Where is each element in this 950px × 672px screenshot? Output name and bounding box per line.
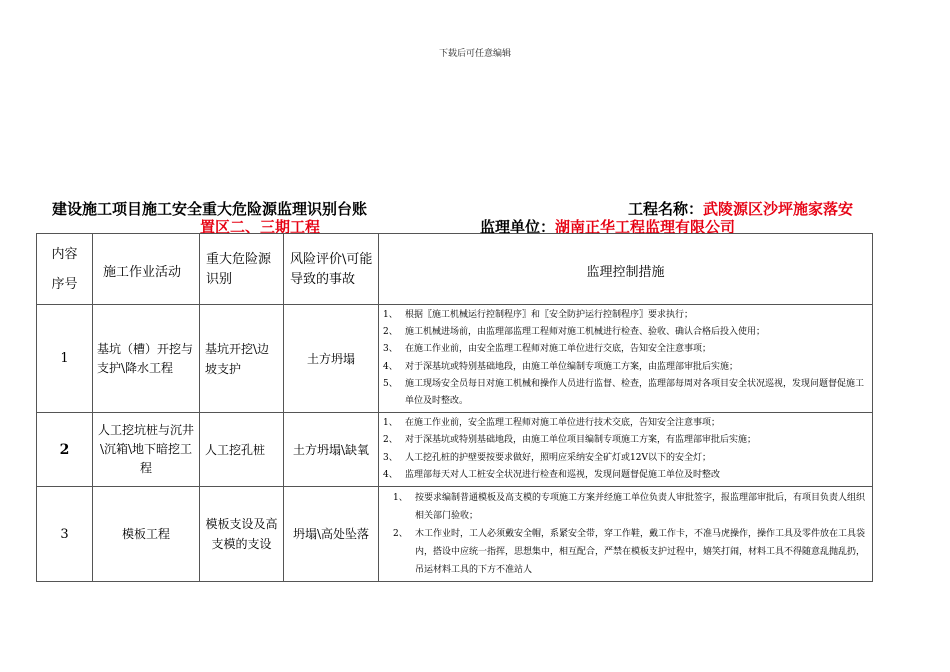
measure-text: 木工作业时，工人必须戴安全帽，系紧安全带，穿工作鞋，戴工作卡，不准马虎操作，操作工具及零件放在工具袋内，搭设中应统一指挥，思想集中，相互配合，严禁在模板支护过程中，嬉笑打闹，材料工具不得随意乱抛乱扔，吊运材料工具的下方不准站人: [415, 529, 866, 576]
measure-item: [383, 341, 868, 358]
hazard-ledger-table: [36, 233, 873, 582]
measure-text: 对于深基坑或特别基础地段，由施工单位编制专项施工方案，由监理部审批后实施；: [405, 361, 739, 372]
table-header-row: [37, 234, 873, 305]
row-number: 1: [37, 305, 93, 413]
measure-item: [383, 376, 868, 410]
measure-number: 2、: [393, 529, 408, 540]
header-measures: 监理控制措施: [379, 234, 873, 305]
measure-number: 5、: [383, 378, 398, 389]
header-activity: 施工作业活动: [93, 234, 200, 305]
header-index-line1: 内容: [51, 247, 78, 262]
measure-item: [383, 432, 868, 449]
table-row: [37, 487, 873, 582]
row-activity: 模板工程: [93, 487, 200, 582]
measure-text: 按要求编制普通模板及高支模的专项施工方案并经施工单位负责人审批签字，报监理部审批后，有项目负责人组织相关部门验收；: [415, 493, 866, 522]
row-number: 3: [37, 487, 93, 582]
project-label: 工程名称：: [628, 200, 704, 218]
header-index: [37, 234, 93, 305]
measures-list: [379, 487, 872, 581]
row-measures: [379, 487, 873, 582]
measure-text: 在施工作业前，安全监理工程师对施工单位进行技术交底，告知安全注意事项；: [405, 418, 721, 429]
measure-text: 根据〖施工机械运行控制程序〗和〖安全防护运行控制程序〗要求执行；: [405, 310, 694, 320]
row-activity: 人工挖坑桩与沉井\沉箱\地下暗挖工程: [93, 413, 200, 487]
measures-list: [379, 413, 872, 486]
measure-text: 施工机械进场前，由监理部监理工程师对施工机械进行检查、验收、确认合格后投入使用；: [405, 327, 766, 338]
measure-number: 3、: [383, 452, 398, 463]
measure-item: [383, 415, 868, 432]
measure-item: [383, 359, 868, 376]
project-value-line2: 置区二、三期工程: [200, 218, 321, 236]
measure-text: 施工现场安全员每日对施工机械和操作人员进行监督、检查，监理部每周对各项目安全状况巡视，发现问题督促施工单位及时整改。: [405, 378, 865, 407]
measure-number: 4、: [383, 361, 398, 372]
row-risk: 土方坍塌\缺氧: [284, 413, 379, 487]
row-risk: 土方坍塌: [284, 305, 379, 413]
measure-item: [393, 525, 866, 579]
header-hazard: 重大危险源识别: [200, 234, 284, 305]
table-row: [37, 413, 873, 487]
measure-number: 2、: [383, 327, 398, 338]
measure-number: 1、: [393, 493, 408, 504]
measure-text: 监理部每天对人工桩安全状况进行检查和巡视，发现问题督促施工单位及时整改: [405, 469, 721, 480]
document-title: 建设施工项目施工安全重大危险源监理识别台账: [52, 200, 368, 218]
measure-item: [393, 489, 866, 525]
measure-item: [383, 324, 868, 341]
row-number: 2: [37, 413, 93, 487]
supervisor-label: 监理单位：: [480, 218, 556, 236]
measure-number: 3、: [383, 344, 398, 355]
row-hazard: 模板支设及高支模的支设: [200, 487, 284, 582]
measure-item: [383, 450, 868, 467]
row-measures: [379, 305, 873, 413]
measure-text: 人工挖孔桩的护壁要按要求做好，照明应采纳安全矿灯或12V以下的安全灯；: [405, 452, 711, 463]
measure-item: [383, 307, 868, 324]
supervisor-value: 湖南正华工程监理有限公司: [555, 218, 736, 236]
measure-number: 1、: [383, 418, 398, 429]
header-index-line2: 序号: [51, 277, 78, 292]
row-risk: 坍塌\高处坠落: [284, 487, 379, 582]
row-hazard: 基坑开挖\边坡支护: [200, 305, 284, 413]
row-hazard: 人工挖孔桩: [200, 413, 284, 487]
header-risk: 风险评价\可能导致的事故: [284, 234, 379, 305]
project-value-line1: 武陵源区沙坪施家落安: [703, 200, 854, 218]
table-row: [37, 305, 873, 413]
measure-text: 在施工作业前，由安全监理工程师对施工单位进行交底，告知安全注意事项；: [405, 344, 712, 355]
row-activity: 基坑（槽）开挖与支护\降水工程: [93, 305, 200, 413]
measure-text: 对于深基坑或特别基础地段，由施工单位项目编制专项施工方案，有监理部审批后实施；: [405, 435, 757, 446]
row-measures: [379, 413, 873, 487]
measure-number: 4、: [383, 469, 398, 480]
measure-number: 1、: [383, 310, 398, 320]
measure-item: [383, 467, 868, 484]
download-edit-note: 下载后可任意编辑: [438, 49, 511, 59]
measure-number: 2、: [383, 435, 398, 446]
measures-list: [379, 305, 872, 412]
